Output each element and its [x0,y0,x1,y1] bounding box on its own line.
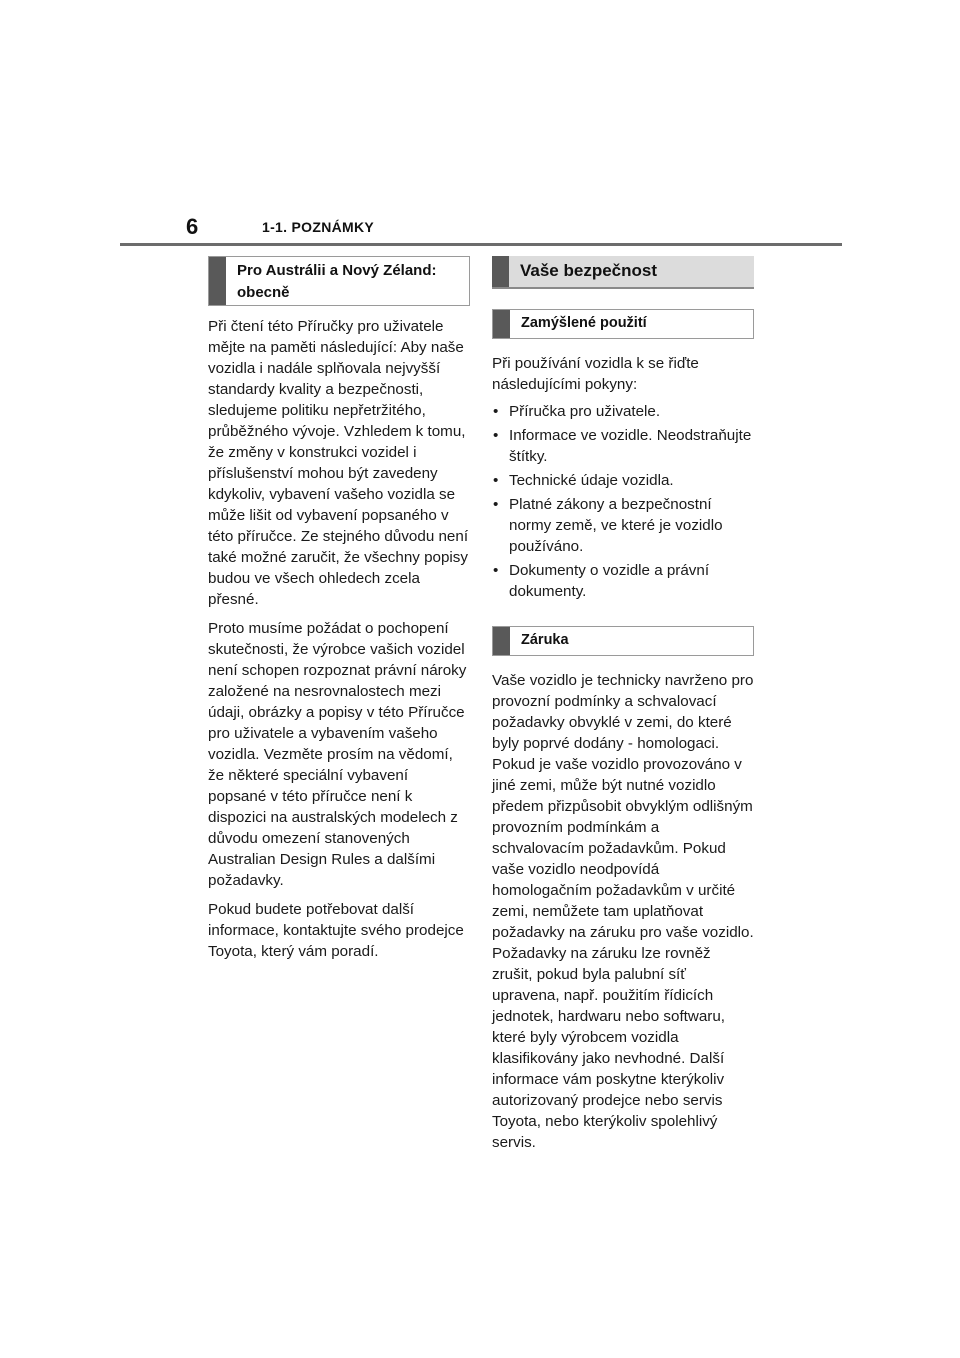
header-rule [120,243,842,246]
list-item: • Dokumenty o vozidle a právní dokumenty. [492,560,754,602]
intended-use-list [492,401,754,602]
list-item: • Technické údaje vozidla. [492,470,754,491]
left-column [208,256,470,962]
intended-use-heading: Zamýšlené použití [521,315,647,331]
region-heading-box [208,256,470,306]
intended-use-heading-box [492,309,754,339]
warranty-heading-box [492,626,754,656]
section-title: 1-1. POZNÁMKY [262,219,375,235]
warranty-paragraph: Vaše vozidlo je technicky navrženo pro provozní podmínky a schvalovací požadavky obvyklé v zemi, do které byly poprvé dodány - homologaci. Pokud je vaše vozidlo provozováno v jiné zemi, může být nutné vozidlo předem přizpůsobit obvyklým odlišným provozním podmínkám a schvalovacím požadavkům. Pokud vaše vozidlo neodpovídá homologačním požadavkům v určité zemi, nemůžete tam uplatňovat požadavky na záruku pro vaše vozidlo. Požadavky na záruku lze rovněž zrušit, pokud byla palubní síť upravena, např. použitím řídicích jednotek, hardwaru nebo softwaru, které byly výrobcem vozidla klasifikovány jako nevhodné. Další informace vám poskytne kterýkoliv autorizovaný prodejce nebo servis Toyota, nebo kterýkoliv spolehlivý servis. [492,672,754,1151]
left-paragraph-1: Při čtení této Příručky pro uživatele mějte na paměti následující: Aby naše vozidla i nadále splňovala nejvyšší standardy kvality a bezpečnosti, sledujeme politiku nepřetržitého, průběžného vývoje. Vzhledem k tomu, že změny v konstrukci vozidel i příslušenství mohou být zavedeny kdykoliv, vybavení vašeho vozidla se může lišit od vybavení popsaného v této příručce. Ze stejného důvodu není také možné zaručit, že všechny popisy budou ve všech ohledech zcela přesné. [208,318,469,608]
safety-heading: Vaše bezpečnost [520,261,658,280]
region-heading-line1: Pro Austrálii a Nový Zéland: [237,262,437,279]
intended-use-intro: Při používání vozidla k se řiďte následujícími pokyny: [492,355,699,393]
left-paragraph-2: Proto musíme požádat o pochopení skutečnosti, že výrobce vašich vozidel není schopen rozpoznat právní nároky založené na nesrovnalostech mezi údaji, obrázky a popisy v této Příručce pro uživatele a vybavením vašeho vozidla. Vezměte prosím na vědomí, že některé speciální vybavení popsané v této příručce není k dispozici na australských modelech z důvodu omezení stanovených Australian Design Rules a dalšími požadavky. [208,620,467,889]
right-column [492,256,754,1153]
page-number: 6 [186,214,199,239]
warranty-heading: Záruka [521,632,569,648]
list-item: • Platné zákony a bezpečnostní normy země, ve které je vozidlo používáno. [492,494,754,557]
left-paragraph-3: Pokud budete potřebovat další informace, kontaktujte svého prodejce Toyota, který vám poradí. [208,901,464,960]
list-item: • Informace ve vozidle. Neodstraňujte štítky. [492,425,754,467]
list-item: • Příručka pro uživatele. [492,401,754,422]
region-heading-line2: obecně [237,284,290,301]
safety-heading-box [492,256,754,289]
